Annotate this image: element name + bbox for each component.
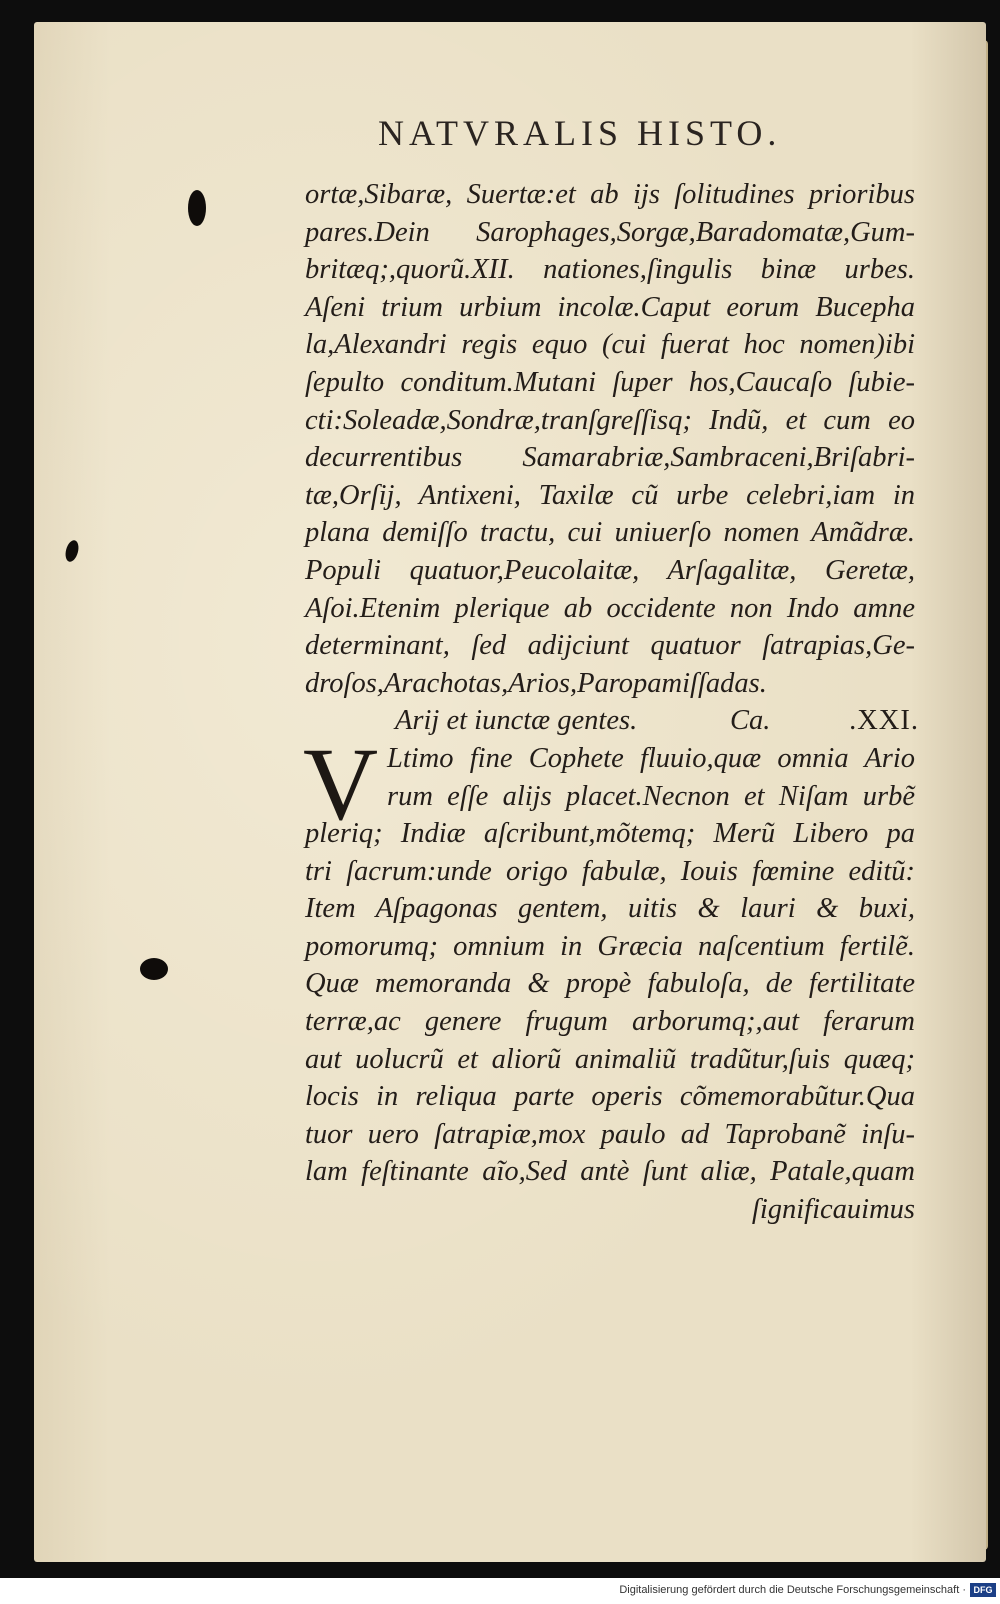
text-line: plana demiſſo tractu, cui uniuerſo nomen Amãdræ. bbox=[305, 517, 915, 549]
text-line: Ltimo fine Cophete fluuio,quæ omnia Ario bbox=[387, 742, 915, 774]
text-line: droſos,Arachotas,Arios,Paropamiſſadas. bbox=[305, 667, 767, 699]
catchword: ſignificauimus bbox=[751, 1194, 915, 1226]
paragraph-1 bbox=[305, 176, 915, 702]
text-line: pomorumq; omnium in Græcia naſcentium fertilẽ. bbox=[305, 930, 915, 962]
chapter-label: Ca. bbox=[730, 705, 771, 737]
drop-cap: V bbox=[303, 726, 379, 842]
text-line: cti:Soleadæ,Sondræ,tranſgreſſisq; Indũ, et cum eo bbox=[305, 404, 915, 436]
text-line: decurrentibus Samarabriæ,Sambraceni,Briſabri- bbox=[305, 442, 915, 474]
text-line: determinant, ſed adijciunt quatuor ſatrapias,Ge- bbox=[305, 630, 915, 662]
margin-ink-blot bbox=[140, 958, 168, 980]
text-line: Aſoi.Etenim plerique ab occidente non Indo amne bbox=[305, 592, 915, 624]
text-line: Quæ memoranda & propè fabuloſa, de fertilitate bbox=[305, 968, 915, 1000]
text-line: tri ſacrum:unde origo fabulæ, Iouis fœmine editũ: bbox=[305, 855, 915, 887]
footer-credit: Digitalisierung gefördert durch die Deutsche Forschungsgemeinschaft · bbox=[619, 1584, 966, 1596]
text-line: pares.Dein Sarophages,Sorgæ,Baradomatæ,Gum- bbox=[305, 216, 915, 248]
footer-bar bbox=[0, 1578, 1000, 1604]
text-line: tæ,Orſij, Antixeni, Taxilæ cũ urbe celebri,iam in bbox=[305, 479, 915, 511]
text-line: pleriq; Indiæ aſcribunt,mõtemq; Merũ Libero pa bbox=[305, 818, 915, 850]
chapter-number: .XXI. bbox=[849, 705, 919, 737]
chapter-title: Arij et iunctæ gentes. bbox=[395, 705, 638, 737]
text-line: ſepulto conditum.Mutani ſuper hos,Caucaſo ſubie- bbox=[305, 366, 915, 398]
text-line: ortæ,Sibaræ, Suertæ:et ab ijs ſolitudines prioribus bbox=[305, 179, 915, 210]
chapter-heading bbox=[305, 702, 919, 740]
body-text bbox=[303, 176, 919, 1229]
text-line: aut uolucrũ et aliorũ animaliũ tradũtur,ſuis quæq; bbox=[305, 1043, 915, 1075]
text-line: la,Alexandri regis equo (cui fuerat hoc nomen)ibi bbox=[305, 329, 915, 361]
text-line: locis in reliqua parte operis cõmemorabũtur.Qua bbox=[305, 1081, 915, 1113]
text-line: terræ,ac genere frugum arborumq;,aut ferarum bbox=[305, 1006, 915, 1038]
text-line: rum eſſe alijs placet.Necnon et Niſam urbẽ bbox=[387, 780, 915, 812]
text-line: lam feſtinante aĩo,Sed antè ſunt aliæ, Patale,quam bbox=[305, 1156, 915, 1188]
text-line: Aſeni trium urbium incolæ.Caput eorum Bucepha bbox=[305, 291, 915, 323]
text-line: Item Aſpagonas gentem, uitis & lauri & buxi, bbox=[305, 893, 915, 925]
paragraph-2 bbox=[305, 815, 915, 1191]
dfg-logo: DFG bbox=[970, 1583, 996, 1597]
text-line: britæq;,quorũ.XII. nationes,ſingulis binæ urbes. bbox=[305, 254, 915, 286]
text-line: Populi quatuor,Peucolaitæ, Arſagalitæ, Geretæ, bbox=[305, 554, 915, 586]
text-line: tuor uero ſatrapiæ,mox paulo ad Taprobanẽ inſu- bbox=[305, 1118, 915, 1150]
running-head: NATVRALIS HISTO. bbox=[378, 113, 782, 153]
margin-ink-blot bbox=[188, 190, 206, 226]
